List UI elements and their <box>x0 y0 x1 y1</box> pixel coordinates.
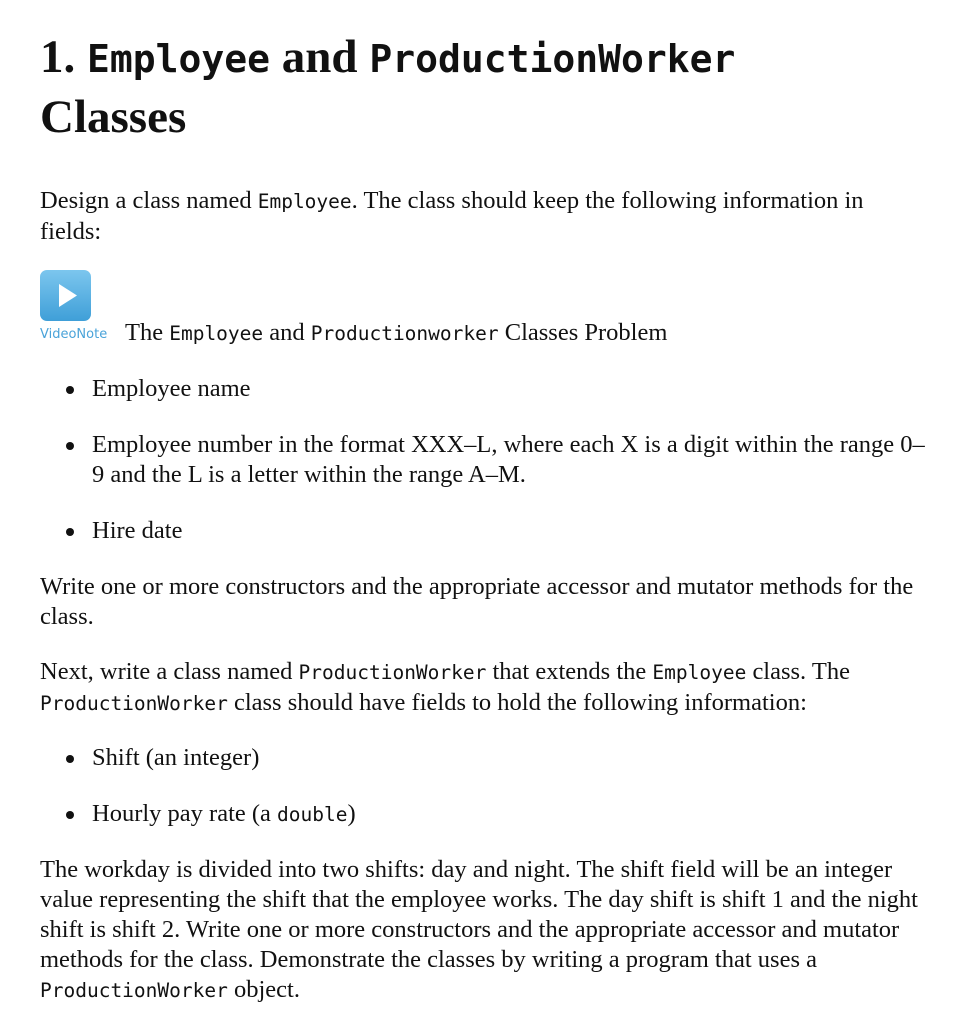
para3-text: Next, write a class named <box>40 658 299 685</box>
workday-text: The workday is divided into two shifts: day and night. The shift field will be an integer value representing the shift that the employee works. The day shift is shift 1 and the night shift is shift 2. Write one or more constructors and the appropriate accessor and mutator methods for the class. Demonstrate the classes by writing a program that uses a <box>40 856 918 973</box>
page-title <box>40 28 940 146</box>
workday-text-end: object. <box>227 976 300 1003</box>
videonote-title[interactable] <box>125 318 667 349</box>
list-item-hire-date: Hire date <box>92 517 183 544</box>
intro-text-end: . The class should keep the following information in fields: <box>40 187 864 245</box>
intro-code: Employee <box>257 190 352 213</box>
constructors-paragraph: Write one or more constructors and the appropriate accessor and mutator methods for the class. <box>40 573 914 630</box>
intro-paragraph <box>40 186 930 247</box>
bullet-dot <box>66 755 74 763</box>
para3-code-productionworker: ProductionWorker <box>298 661 487 684</box>
bullet-dot <box>66 442 74 450</box>
videonote-title-end: Classes Problem <box>498 319 668 346</box>
videonote-code-employee: Employee <box>169 322 264 345</box>
heading-and: and <box>281 31 358 83</box>
para3-text-extends: that extends the <box>486 658 653 685</box>
para3-code-productionworker-2: ProductionWorker <box>40 692 228 715</box>
bullet-dot <box>66 811 74 819</box>
pay-rate-code: double <box>277 803 348 826</box>
heading-classes: Classes <box>40 91 187 143</box>
videonote-title-text: The <box>125 319 170 346</box>
intro-text: Design a class named <box>40 187 258 214</box>
videonote-title-and: and <box>263 319 311 346</box>
videonote-label[interactable]: VideoNote <box>40 327 108 342</box>
videonote-play-icon[interactable] <box>40 270 91 321</box>
para3-code-employee: Employee <box>652 661 747 684</box>
heading-code-employee: Employee <box>87 37 271 81</box>
productionworker-paragraph <box>40 657 930 719</box>
bullet-dot <box>66 528 74 536</box>
workday-paragraph <box>40 855 930 1006</box>
pay-rate-text: Hourly pay rate (a <box>92 800 278 827</box>
videonote-code-productionworker: Productionworker <box>310 322 499 345</box>
para3-text-end: class should have fields to hold the following information: <box>227 689 807 716</box>
para3-text-class: class. The <box>746 658 850 685</box>
workday-code-productionworker: ProductionWorker <box>40 979 228 1002</box>
list-item-shift: Shift (an integer) <box>92 744 260 771</box>
bullet-dot <box>66 386 74 394</box>
heading-code-productionworker: ProductionWorker <box>369 37 736 81</box>
list-item-employee-number: Employee number in the format XXX–L, where each X is a digit within the range 0–9 and the L is a letter within the range A–M. <box>92 431 925 488</box>
pay-rate-text-end: ) <box>347 800 356 827</box>
list-item-hourly-pay-rate <box>92 799 932 830</box>
play-icon <box>40 270 91 321</box>
heading-number: 1. <box>40 31 76 83</box>
list-item-employee-name: Employee name <box>92 375 251 402</box>
